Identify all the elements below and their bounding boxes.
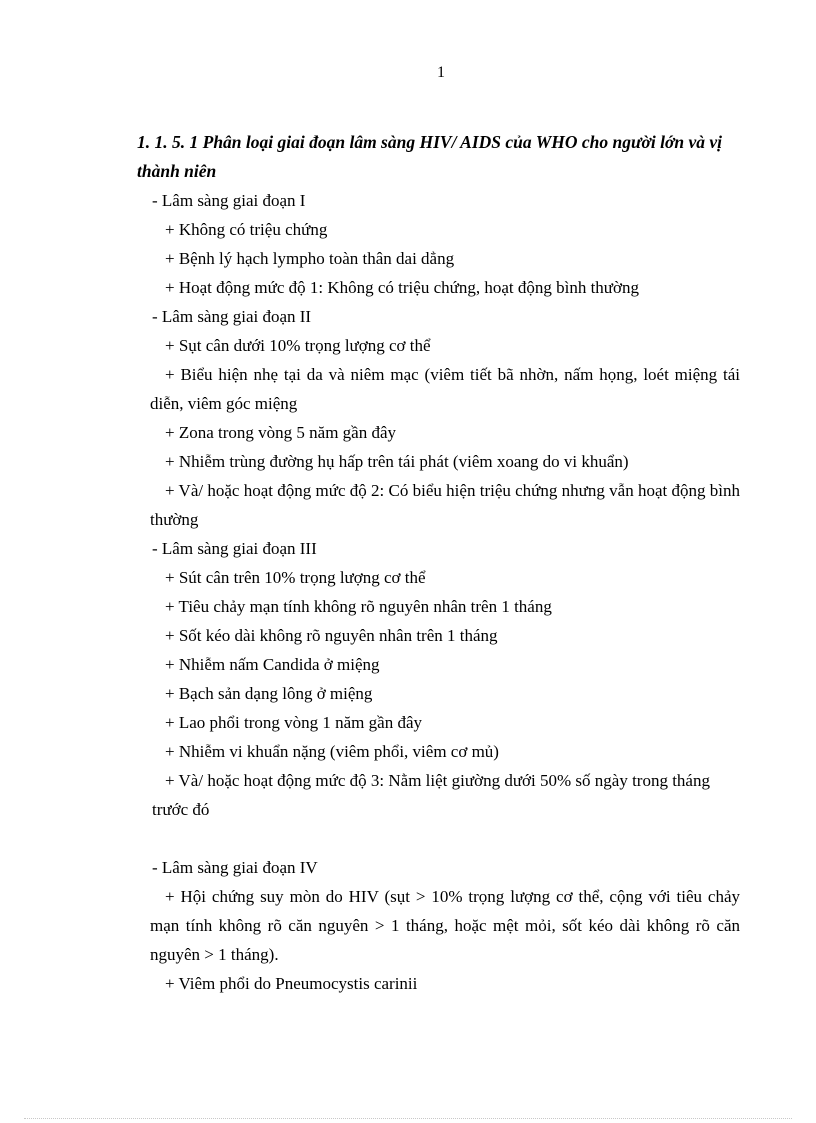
stage-title: - Lâm sàng giai đoạn IV xyxy=(152,858,318,877)
list-item: + Sốt kéo dài không rõ nguyên nhân trên 1 tháng xyxy=(165,626,498,645)
list-item: + Hội chứng suy mòn do HIV (sụt > 10% trọng lượng cơ thể, cộng với tiêu chảy mạn tính không rõ căn nguyên > 1 tháng, hoặc mệt mỏi, sốt kéo dài không rõ căn nguyên > 1 tháng). xyxy=(150,887,740,964)
list-item: + Và/ hoặc hoạt động mức độ 3: Nằm liệt giường dưới 50% số ngày trong tháng trước đó xyxy=(152,771,710,819)
list-item: + Sụt cân dưới 10% trọng lượng cơ thể xyxy=(165,336,431,355)
list-item: + Và/ hoặc hoạt động mức độ 2: Có biểu hiện triệu chứng nhưng vẫn hoạt động bình thường xyxy=(150,481,740,529)
list-item: + Tiêu chảy mạn tính không rõ nguyên nhân trên 1 tháng xyxy=(165,597,552,616)
stage-title: - Lâm sàng giai đoạn I xyxy=(152,191,306,210)
list-item: + Bạch sản dạng lông ở miệng xyxy=(165,684,373,703)
document-body xyxy=(137,128,740,998)
list-item: + Zona trong vòng 5 năm gần đây xyxy=(165,423,397,442)
list-item: + Nhiễm trùng đường hụ hấp trên tái phát (viêm xoang do vi khuẩn) xyxy=(165,452,629,471)
list-item: + Lao phổi trong vòng 1 năm gần đây xyxy=(165,713,422,732)
blank-line xyxy=(137,824,740,853)
list-item: + Không có triệu chứng xyxy=(165,220,328,239)
stage-title: - Lâm sàng giai đoạn II xyxy=(152,307,312,326)
list-item: + Bệnh lý hạch lympho toàn thân dai dẳng xyxy=(165,249,455,268)
page-bottom-rule xyxy=(24,1118,792,1119)
list-item: + Sút cân trên 10% trọng lượng cơ thể xyxy=(165,568,426,587)
list-item: + Biểu hiện nhẹ tại da và niêm mạc (viêm tiết bã nhờn, nấm họng, loét miệng tái diễn, viêm góc miệng xyxy=(150,365,740,413)
list-item: + Hoạt động mức độ 1: Không có triệu chứng, hoạt động bình thường xyxy=(165,278,639,297)
list-item: + Nhiễm vi khuẩn nặng (viêm phổi, viêm cơ mủ) xyxy=(165,742,499,761)
list-item: + Nhiễm nấm Candida ở miệng xyxy=(165,655,380,674)
page-number: 1 xyxy=(437,64,445,81)
stage-title: - Lâm sàng giai đoạn III xyxy=(152,539,317,558)
section-heading: 1. 1. 5. 1 Phân loại giai đoạn lâm sàng HIV/ AIDS của WHO cho người lớn và vị thành niên xyxy=(137,132,722,181)
list-item: + Viêm phổi do Pneumocystis carinii xyxy=(165,974,418,993)
